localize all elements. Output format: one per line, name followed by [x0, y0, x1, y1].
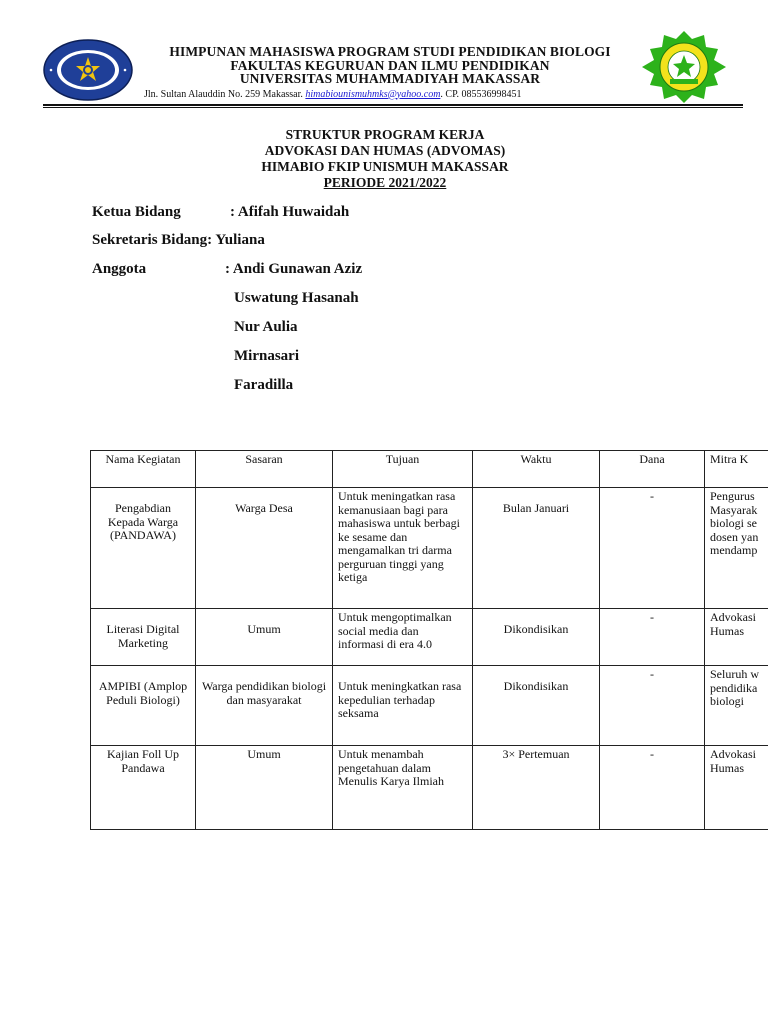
cell-tujuan: Untuk mengoptimalkan social media dan informasi di era 4.0 — [333, 609, 473, 666]
cell-nama: Pengabdian Kepada Warga (PANDAWA) — [91, 488, 196, 609]
cell-nama: Kajian Foll Up Pandawa — [91, 746, 196, 830]
col-header-mitra: Mitra K — [705, 451, 768, 488]
cell-mitra: Seluruh w pendidika biologi — [705, 666, 768, 746]
org-name: HIMPUNAN MAHASISWA PROGRAM STUDI PENDIDIKAN BIOLOGI — [169, 44, 611, 59]
address-prefix: Jln. Sultan Alauddin No. 259 Makassar. — [144, 88, 303, 100]
anggota-item: Uswatung Hasanah — [234, 290, 359, 306]
program-table — [90, 450, 768, 830]
table-row — [91, 746, 768, 830]
cell-dana: - — [600, 746, 705, 830]
sekretaris-row — [92, 232, 265, 249]
col-header-nama: Nama Kegiatan — [91, 451, 196, 488]
email-link[interactable]: himabiounismuhmks@yahoo.com — [305, 88, 441, 100]
cell-waktu: Bulan Januari — [473, 488, 600, 609]
anggota-item: Nur Aulia — [234, 319, 298, 335]
anggota-item: Faradilla — [234, 377, 294, 393]
sekretaris-label: Sekretaris Bidang — [92, 232, 208, 248]
cell-nama: AMPIBI (Amplop Peduli Biologi) — [91, 666, 196, 746]
table-row — [91, 666, 768, 746]
cell-mitra: Pengurus Masyarak biologi se dosen yan mendamp — [705, 488, 768, 609]
table-row — [91, 488, 768, 609]
title-line-3: HIMABIO FKIP UNISMUH MAKASSAR — [261, 159, 509, 174]
cell-tujuan: Untuk meningatkan rasa kemanusiaan bagi para mahasiswa untuk berbagi ke sesame dan mengamalkan tri darma perguruan tinggi yang ketiga — [333, 488, 473, 609]
ketua-label: Ketua Bidang — [92, 204, 181, 220]
cell-mitra: Advokasi Humas — [705, 609, 768, 666]
cell-sasaran: Warga Desa — [196, 488, 333, 609]
cell-dana: - — [600, 609, 705, 666]
letterhead — [140, 45, 640, 102]
anggota-item: Mirnasari — [234, 348, 299, 364]
cell-sasaran: Umum — [196, 609, 333, 666]
himabio-logo — [640, 31, 728, 103]
cell-sasaran: Warga pendidikan biologi dan masyarakat — [196, 666, 333, 746]
cell-waktu: 3× Pertemuan — [473, 746, 600, 830]
header-rule-thick — [43, 104, 743, 106]
document-title — [170, 127, 600, 191]
university-name: UNIVERSITAS MUHAMMADIYAH MAKASSAR — [239, 71, 541, 86]
cell-tujuan: Untuk meningkatkan rasa kepedulian terhadap seksama — [333, 666, 473, 746]
cell-tujuan: Untuk menambah pengetahuan dalam Menulis Karya Ilmiah — [333, 746, 473, 830]
sekretaris-value: : Yuliana — [207, 232, 265, 248]
cell-dana: - — [600, 666, 705, 746]
cell-sasaran: Umum — [196, 746, 333, 830]
col-header-sasaran: Sasaran — [196, 451, 333, 488]
ketua-value: : Afifah Huwaidah — [230, 204, 350, 220]
faculty-name: FAKULTAS KEGURUAN DAN ILMU PENDIDIKAN — [230, 57, 550, 73]
anggota-first: : Andi Gunawan Aziz — [225, 261, 363, 277]
title-line-1: STRUKTUR PROGRAM KERJA — [285, 127, 485, 142]
university-logo — [43, 39, 133, 101]
address-line — [140, 88, 640, 102]
title-line-2: ADVOKASI DAN HUMAS (ADVOMAS) — [264, 143, 506, 158]
header-rule-thin — [43, 107, 743, 108]
col-header-waktu: Waktu — [473, 451, 600, 488]
col-header-dana: Dana — [600, 451, 705, 488]
table-row — [91, 609, 768, 666]
title-period: PERIODE 2021/2022 — [323, 175, 447, 190]
cell-nama: Literasi Digital Marketing — [91, 609, 196, 666]
col-header-tujuan: Tujuan — [333, 451, 473, 488]
anggota-label: Anggota — [92, 261, 147, 277]
cell-mitra: Advokasi Humas — [705, 746, 768, 830]
cell-waktu: Dikondisikan — [473, 666, 600, 746]
table-header-row — [91, 451, 768, 488]
cell-dana: - — [600, 488, 705, 609]
cell-waktu: Dikondisikan — [473, 609, 600, 666]
address-suffix: . CP. 085536998451 — [440, 88, 522, 100]
